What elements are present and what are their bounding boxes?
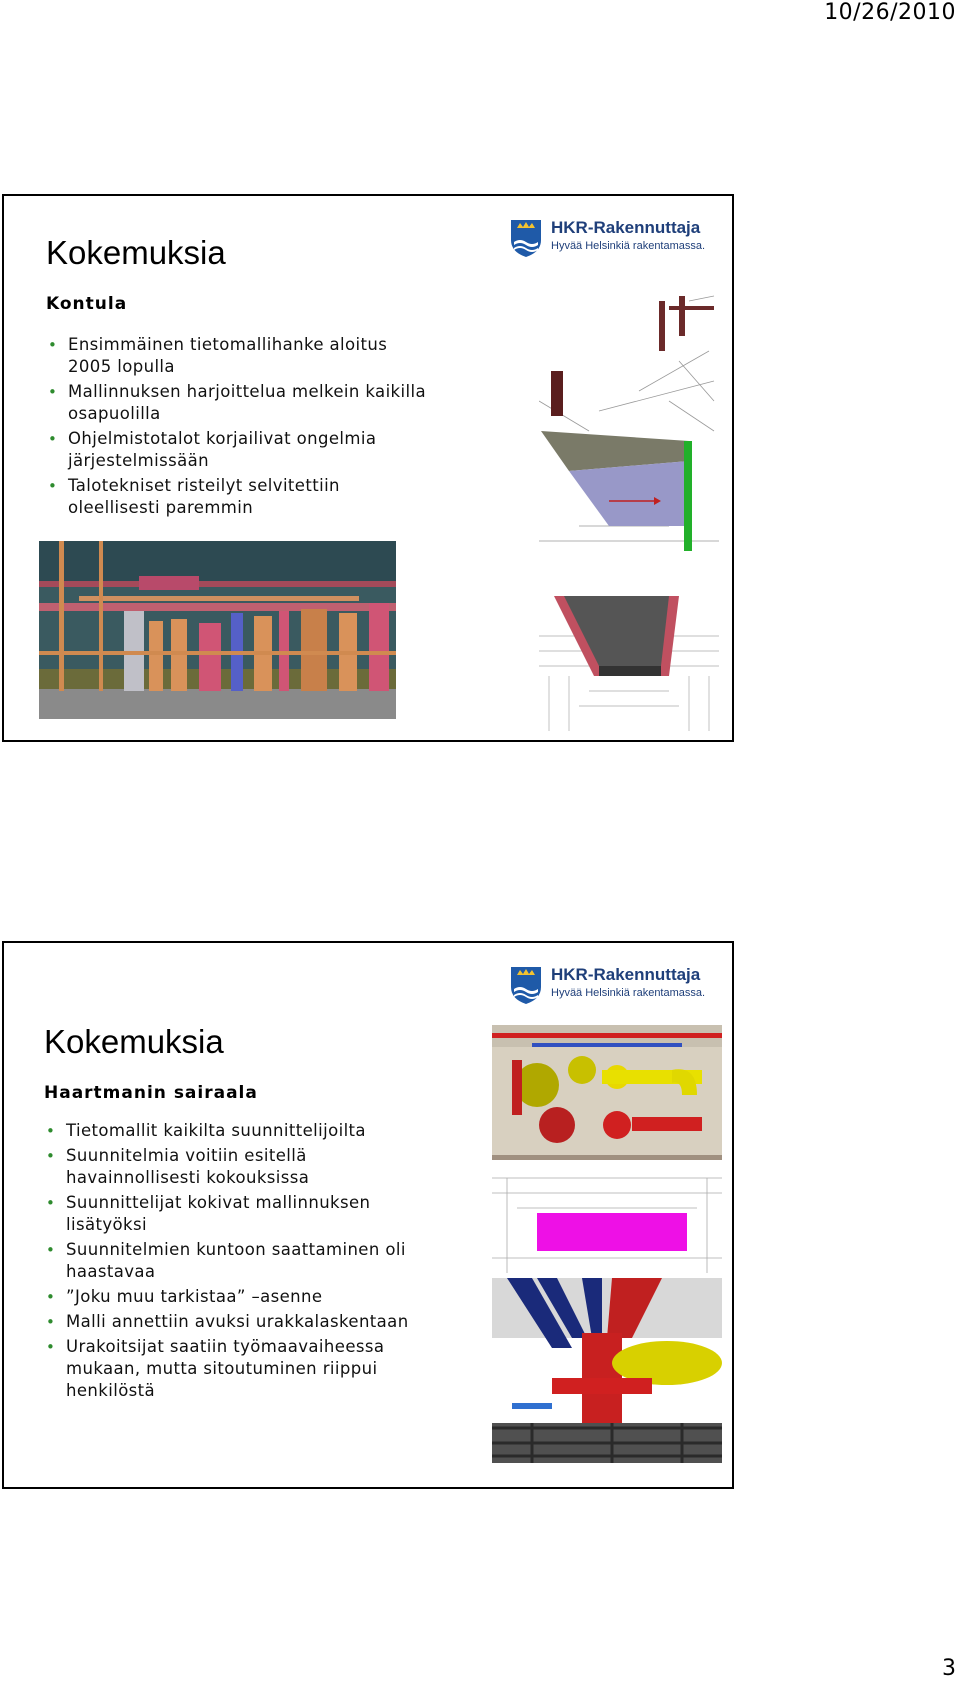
- hkr-logo: [509, 218, 714, 260]
- bullet-item: • Urakoitsijat saatiin työmaavaiheessa mukaan, mutta sitoutuminen riippui henkilöstä: [44, 1336, 444, 1402]
- slide-title: Kokemuksia: [46, 234, 226, 271]
- logo-name: HKR-Rakennuttaja: [551, 965, 701, 984]
- logo-tagline: Hyvää Helsinkiä rakentamassa.: [551, 987, 706, 999]
- bullet-item: • Suunnitelmia voitiin esitellä havainnollisesti kokouksissa: [44, 1145, 444, 1189]
- helsinki-crest-icon: [509, 965, 543, 1005]
- bullet-item: • Ensimmäinen tietomallihanke aloitus 2005 lopulla: [46, 334, 426, 378]
- slide-title: Kokemuksia: [44, 1023, 224, 1060]
- bullet-item: • Talotekniset risteilyt selvitettiin oleellisesti paremmin: [46, 475, 426, 519]
- bullet-item: • Ohjelmistotalot korjailivat ongelmia järjestelmissään: [46, 428, 426, 472]
- slide-kontula: [2, 194, 734, 742]
- logo-name: HKR-Rakennuttaja: [551, 218, 701, 237]
- helsinki-crest-icon: [509, 218, 543, 258]
- logo-tagline: Hyvää Helsinkiä rakentamassa.: [551, 240, 706, 252]
- duct-model-image: [539, 291, 719, 551]
- pipework-model-image: [492, 1025, 722, 1160]
- bullet-item: • Suunnittelijat kokivat mallinnuksen lisätyöksi: [44, 1192, 444, 1236]
- slide-haartman: [2, 941, 734, 1489]
- pipes-closeup-image: [492, 1278, 722, 1463]
- slide-subtitle: Haartmanin sairaala: [44, 1083, 258, 1103]
- bullet-item: • Malli annettiin avuksi urakkalaskentaan: [44, 1311, 444, 1333]
- page-number: 3: [942, 1656, 956, 1681]
- print-date: 10/26/2010: [824, 0, 956, 25]
- hkr-logo: [509, 965, 714, 1007]
- bullet-item: • Mallinnuksen harjoittelua melkein kaikilla osapuolilla: [46, 381, 426, 425]
- bullet-item: • ”Joku muu tarkistaa” –asenne: [44, 1286, 444, 1308]
- duct-section-image: [539, 596, 719, 731]
- bullet-item: • Suunnitelmien kuntoon saattaminen oli haastavaa: [44, 1239, 444, 1283]
- slide-subtitle: Kontula: [46, 294, 128, 314]
- bullet-list: [44, 1120, 444, 1405]
- magenta-duct-image: [492, 1163, 722, 1273]
- bullet-list: [46, 334, 426, 522]
- bullet-item: • Tietomallit kaikilta suunnittelijoilta: [44, 1120, 444, 1142]
- pipe-model-image: [39, 541, 396, 719]
